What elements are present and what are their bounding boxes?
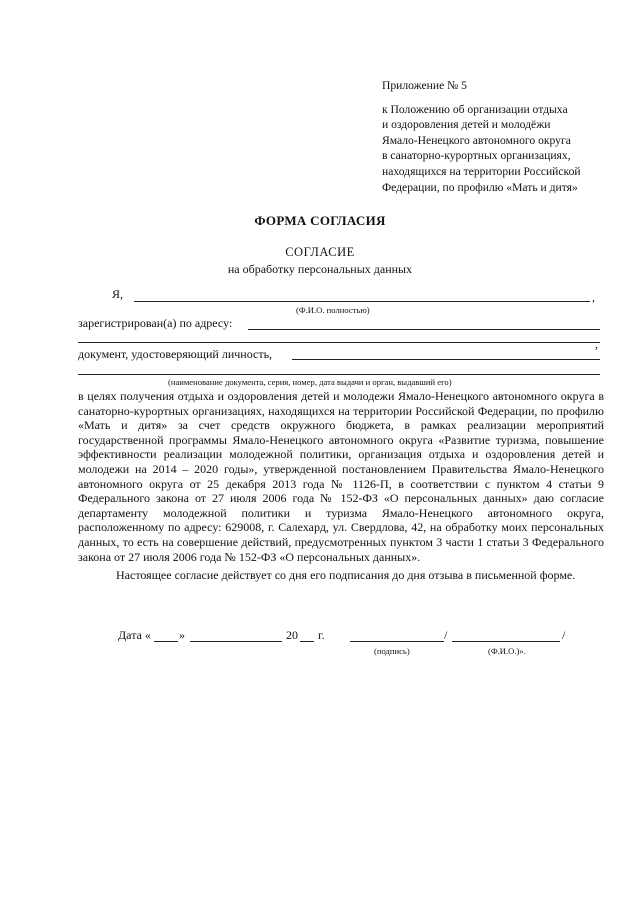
- consent-title: СОГЛАСИЕ: [285, 245, 355, 259]
- document-hint: (наименование документа, серия, номер, дата выдачи и орган, выдавший его): [168, 377, 452, 387]
- date-year: 20: [286, 628, 298, 642]
- fio-hint: (Ф.И.О. полностью): [296, 305, 370, 315]
- consent-subtitle: на обработку персональных данных: [227, 262, 413, 276]
- fio-signature-line[interactable]: [452, 641, 560, 642]
- date-year-line[interactable]: [300, 641, 314, 642]
- fio-line[interactable]: [134, 301, 590, 302]
- appendix-line: находящихся на территории Российской: [382, 164, 581, 178]
- date-prefix: Дата «: [118, 628, 151, 642]
- appendix-block: [382, 78, 632, 195]
- consent-body: [78, 389, 604, 583]
- signature-fio-hint: (Ф.И.О.)».: [488, 646, 526, 656]
- signature-slash: /: [444, 628, 448, 642]
- address-label: зарегистрирован(а) по адресу:: [78, 316, 233, 330]
- appendix-line: Ямало-Ненецкого автономного округа: [382, 133, 571, 147]
- body-paragraph-2: Настоящее согласие действует со дня его подписания до дня отзыва в письменной форме.: [116, 568, 576, 583]
- appendix-line: и оздоровления детей и молодёжи: [382, 118, 551, 132]
- date-month-line[interactable]: [190, 641, 282, 642]
- signature-line[interactable]: [350, 641, 444, 642]
- appendix-number: Приложение № 5: [382, 79, 467, 92]
- address-line-1[interactable]: [248, 329, 600, 330]
- address-line-2[interactable]: [78, 342, 600, 343]
- date-year-suffix: г.: [318, 628, 325, 642]
- document-label: документ, удостоверяющий личность,: [78, 347, 273, 361]
- signature-hint: (подпись): [374, 646, 410, 656]
- appendix-line: Федерации, по профилю «Мать и дитя»: [382, 180, 578, 194]
- comma: ,: [595, 337, 598, 351]
- body-paragraph-1: в целях получения отдыха и оздоровления детей и молодежи Ямало-Ненецкого автономного округа в санаторно-курортных организациях, находящихся на территории Российской Федерации, по профилю «Мать и дитя» за счет средств окружного бюджета, в рамках реализации мероприятий государственной программы Ямало-Ненецкого автономного округа «Развитие туризма, повышение эффективности реализации молодежной политики, организация отдыха и оздоровления детей и молодежи на 2014 – 2020 годы», утвержденной постановлением Правительства Ямало-Ненецкого автономного округа от 25 декабря 2013 года № 1126-П, в соответствии с пунктом 4 статьи 9 Федерального закона от 27 июля 2006 года № 152-ФЗ «О персональных данных» даю согласие департаменту молодежной политики и туризма Ямало-Ненецкого автономного округа, расположенному по адресу: 629008, г. Салехард, ул. Свердлова, 42, на обработку моих персональных данных, то есть на совершение действий, предусмотренных пунктом 3 части 1 статьи 3 Федерального закона от 27 июля 2006 года № 152-ФЗ «О персональных данных».: [78, 389, 604, 564]
- appendix-line: к Положению об организации отдыха: [382, 102, 568, 116]
- i-label: Я,: [112, 287, 124, 301]
- signature-slash-end: /: [562, 628, 566, 642]
- date-day-line[interactable]: [154, 641, 178, 642]
- document-line-1[interactable]: [292, 359, 600, 360]
- appendix-line: в санаторно-курортных организациях,: [382, 149, 571, 163]
- date-mid: »: [179, 628, 185, 642]
- comma: ,: [592, 290, 595, 304]
- document-line-2[interactable]: [78, 374, 600, 375]
- form-title: ФОРМА СОГЛАСИЯ: [254, 213, 386, 228]
